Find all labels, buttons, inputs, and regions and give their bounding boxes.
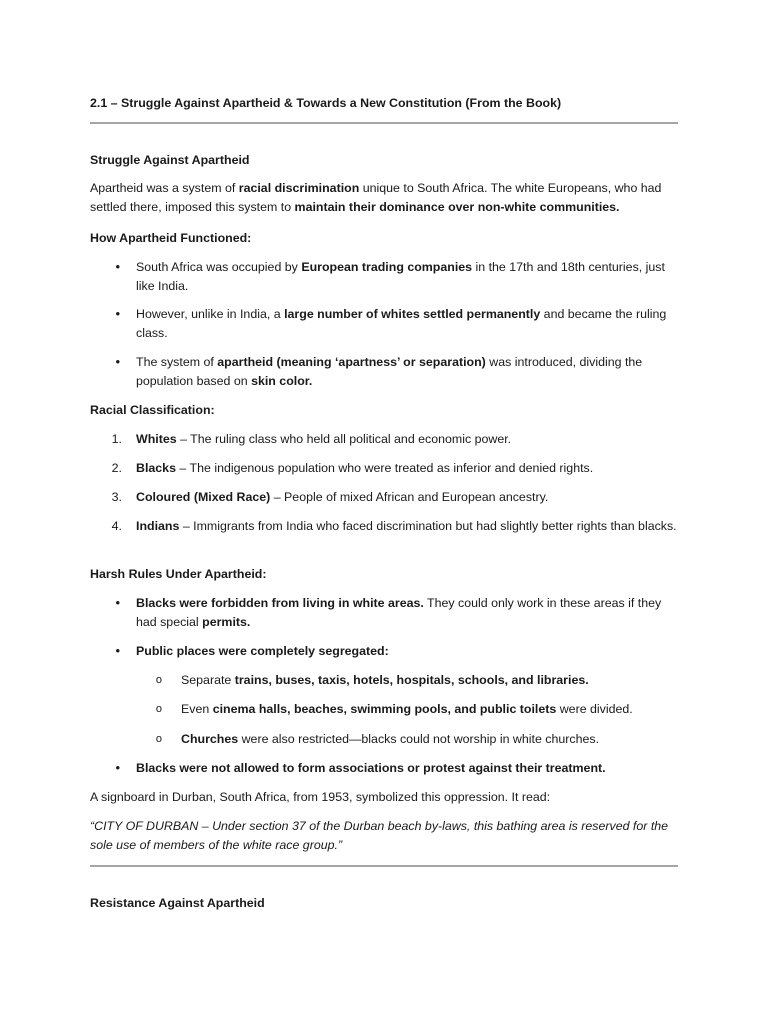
bullet-marker: • [115,354,120,369]
section-heading: Struggle Against Apartheid [90,153,250,167]
document-page: 2.1 – Struggle Against Apartheid & Towards a New Constitution (From the Book) Struggle Against Apartheid Apartheid was a system of racial discrimination unique to South Africa. The white Europeans, who had settled there, imposed this system to maintain their dominance over non-white communities. How Apartheid Functioned: • South Africa was occupied by European trading companies in the 17th and 18th centuries, just like India. • However, unlike in India, a large number of whites settled permanently and became the ruling class. • The system of apartheid (meaning ‘apartness’ or separation) was introduced, dividing the population based on skin color. Racial Classification: 1. Whites – The ruling class who held all political and economic power. 2. Blacks – The indigenous population who were treated as inferior and denied rights. 3. Coloured (Mixed Race) – People of mixed African and European ancestry. 4. Indians – Immigrants from India who faced discrimination but had slightly better rights than blacks. Harsh Rules Under Apartheid: • Blacks were forbidden from living in white areas. They could only work in these areas if they had special permits. • Public places were completely segregated: o Separate trains, buses, taxis, hotels, hospitals, schools, and libraries. o Even cinema halls, beaches, swimming pools, and public toilets were divided. o Churches were also restricted—blacks could not worship in white churches. • Blacks were not allowed to form associations or protest against their treatment. A signboard in Durban, South Africa, from 1953, symbolized this oppression. It read: “CITY OF DURBAN – Under section 37 of the Durban beach by-laws, this bathing area is reserved for the sole use of members of the white race group.” Resistance Against Apartheid [0,0,768,1024]
intro-paragraph: Apartheid was a system of racial discrimination unique to South Africa. The white Europeans, who had settled there, imposed this system to maintain their dominance over non-white communities. [90,181,662,214]
bullet-marker: • [115,306,120,321]
bullet-marker: • [115,595,120,610]
horizontal-rule [90,122,678,124]
subheading-functioned: How Apartheid Functioned: [90,231,252,245]
document-title: 2.1 – Struggle Against Apartheid & Towards a New Constitution (From the Book) [90,96,562,110]
subheading-racial: Racial Classification: [90,403,215,417]
number-marker: 1. [111,432,122,446]
signboard-intro: A signboard in Durban, South Africa, from 1953, symbolized this oppression. It read: [90,790,551,804]
section-heading: Resistance Against Apartheid [90,896,265,910]
sub-bullet-marker: o [155,703,162,715]
signboard-quote: “CITY OF DURBAN – Under section 37 of the Durban beach by-laws, this bathing area is reserved for the sole use of members of the white race group.” [90,819,669,852]
number-marker: 4. [111,519,122,533]
horizontal-rule [90,865,678,867]
sub-bullet-marker: o [155,674,162,686]
sub-bullet-marker: o [155,733,162,745]
subheading-rules: Harsh Rules Under Apartheid: [90,567,267,581]
number-marker: 2. [111,461,122,475]
number-marker: 3. [111,490,122,504]
bullet-marker: • [115,643,120,658]
bullet-marker: • [115,259,120,274]
bullet-marker: • [115,760,120,775]
